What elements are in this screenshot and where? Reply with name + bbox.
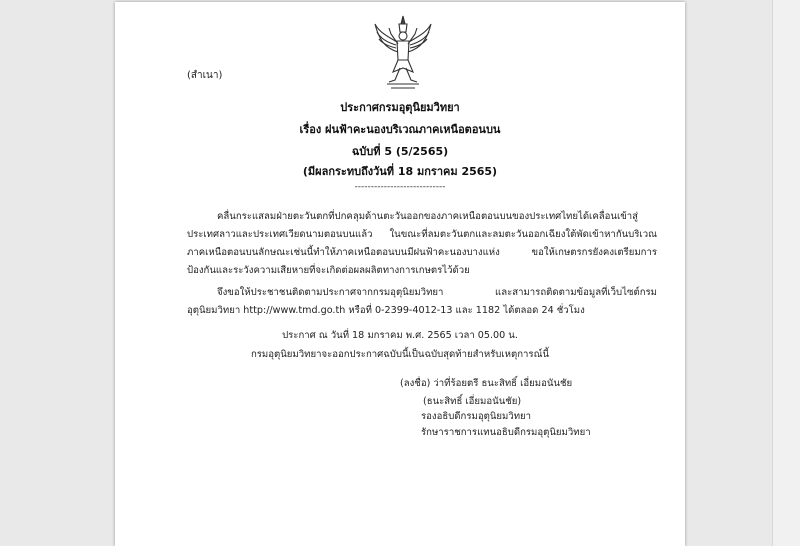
signature-line: (ลงชื่อ) ว่าที่ร้อยตรี ธนะสิทธิ์ เอี่ยมอนันชัย <box>400 378 573 389</box>
signatory-name: (ธนะสิทธิ์ เอี่ยมอนันชัย) <box>423 396 522 407</box>
body-paragraph-2: จึงขอให้ประชาชนติดตามประกาศจากกรมอุตุนิยมวิทยา และสามารถติดตามข้อมูลที่เว็บไซต์กรมอุตุนิยมวิทยา http://www.tmd.go.th หรือที่ 0-2399-4012-13 และ 1182 ได้ตลอด 24 ชั่วโมง <box>187 287 657 316</box>
signatory-acting-position: รักษาราชการแทนอธิบดีกรมอุตุนิยมวิทยา <box>421 427 591 438</box>
copy-label: (สำเนา) <box>187 70 223 81</box>
body-paragraph-1: คลื่นกระแสลมฝ่ายตะวันตกที่ปกคลุมด้านตะวันออกของภาคเหนือตอนบนของประเทศไทยได้เคลื่อนเข้าสู่ประเทศลาวและประเทศเวียดนามตอนบนแล้ว ในขณะที่ลมตะวันตกและลมตะวันออกเฉียงใต้พัดเข้าหากันบริเวณภาคเหนือตอนบนลักษณะเช่นนี้ทำให้ภาคเหนือตอนบนมีฝนฟ้าคะนองบางแห่ง ขอให้เกษตรกรยังคงเตรียมการป้องกันและระวังความเสียหายที่จะเกิดต่อผลผลิตทางการเกษตรไว้ด้วย <box>187 211 657 276</box>
final-note: กรมอุตุนิยมวิทยาจะออกประกาศฉบับนี้เป็นฉบับสุดท้ายสำหรับเหตุการณ์นี้ <box>250 349 550 360</box>
heading-subject: เรื่อง ฝนฟ้าคะนองบริเวณภาคเหนือตอนบน <box>299 123 501 136</box>
garuda-emblem-icon <box>371 14 435 90</box>
signatory-position: รองอธิบดีกรมอุตุนิยมวิทยา <box>421 411 532 422</box>
heading-issue-number: ฉบับที่ 5 (5/2565) <box>351 145 449 158</box>
heading-effective-date: (มีผลกระทบถึงวันที่ 18 มกราคม 2565) <box>302 165 498 178</box>
announce-date: ประกาศ ณ วันที่ 18 มกราคม พ.ศ. 2565 เวลา 05.00 น. <box>282 330 518 341</box>
heading-divider: ---------------------------- <box>354 182 446 192</box>
heading-title: ประกาศกรมอุตุนิยมวิทยา <box>340 101 460 114</box>
document-page <box>115 2 685 546</box>
scrollbar-area[interactable] <box>772 0 800 546</box>
